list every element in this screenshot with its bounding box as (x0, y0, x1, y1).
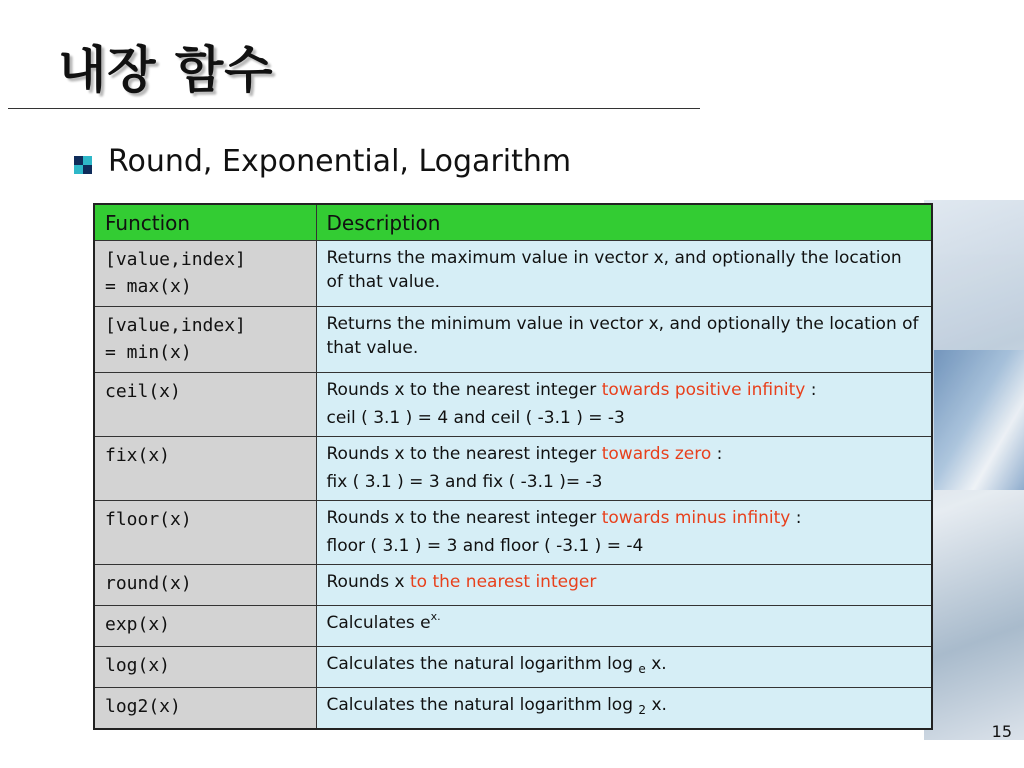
function-cell: log2(x) (94, 688, 316, 729)
table-header-row (94, 204, 932, 241)
functions-table (93, 203, 933, 730)
table-row (94, 437, 932, 501)
slide-subtitle: Round, Exponential, Logarithm (108, 144, 572, 179)
description-cell: Rounds x to the nearest integer towards minus infinity : floor ( 3.1 ) = 3 and floor ( -3.1 ) = -4 (316, 501, 932, 565)
description-cell: Rounds x to the nearest integer towards zero : fix ( 3.1 ) = 3 and fix ( -3.1 )= -3 (316, 437, 932, 501)
header-description: Description (316, 204, 932, 241)
table-row (94, 501, 932, 565)
description-cell: Calculates the natural logarithm log $_e$ x. (316, 647, 932, 688)
description-cell: Returns the maximum value in vector x, and optionally the location of that value. (316, 241, 932, 307)
function-cell: [value,index] = min(x) (94, 307, 316, 373)
function-cell: [value,index] = max(x) (94, 241, 316, 307)
square-bullet-icon (74, 156, 92, 174)
function-cell: exp(x) (94, 606, 316, 647)
table-row (94, 647, 932, 688)
function-cell: floor(x) (94, 501, 316, 565)
table-row (94, 241, 932, 307)
background-decoration (924, 200, 1024, 740)
function-cell: fix(x) (94, 437, 316, 501)
function-cell: round(x) (94, 565, 316, 606)
description-cell: Calculates the natural logarithm log $_2$ x. (316, 688, 932, 729)
title-divider (8, 108, 700, 109)
function-cell: ceil(x) (94, 373, 316, 437)
header-function: Function (94, 204, 316, 241)
description-cell: Rounds x to the nearest integer towards positive infinity : ceil ( 3.1 ) = 4 and ceil ( -3.1 ) = -3 (316, 373, 932, 437)
table-row (94, 373, 932, 437)
page-number: 15 (991, 722, 1012, 741)
table-row (94, 606, 932, 647)
table-row (94, 307, 932, 373)
description-cell: Returns the minimum value in vector x, and optionally the location of that value. (316, 307, 932, 373)
description-cell: Rounds x to the nearest integer (316, 565, 932, 606)
description-cell: Calculates $e^{x.}$ (316, 606, 932, 647)
table-row (94, 688, 932, 729)
slide-title: 내장 함수 (58, 41, 274, 99)
table-row (94, 565, 932, 606)
function-cell: log(x) (94, 647, 316, 688)
